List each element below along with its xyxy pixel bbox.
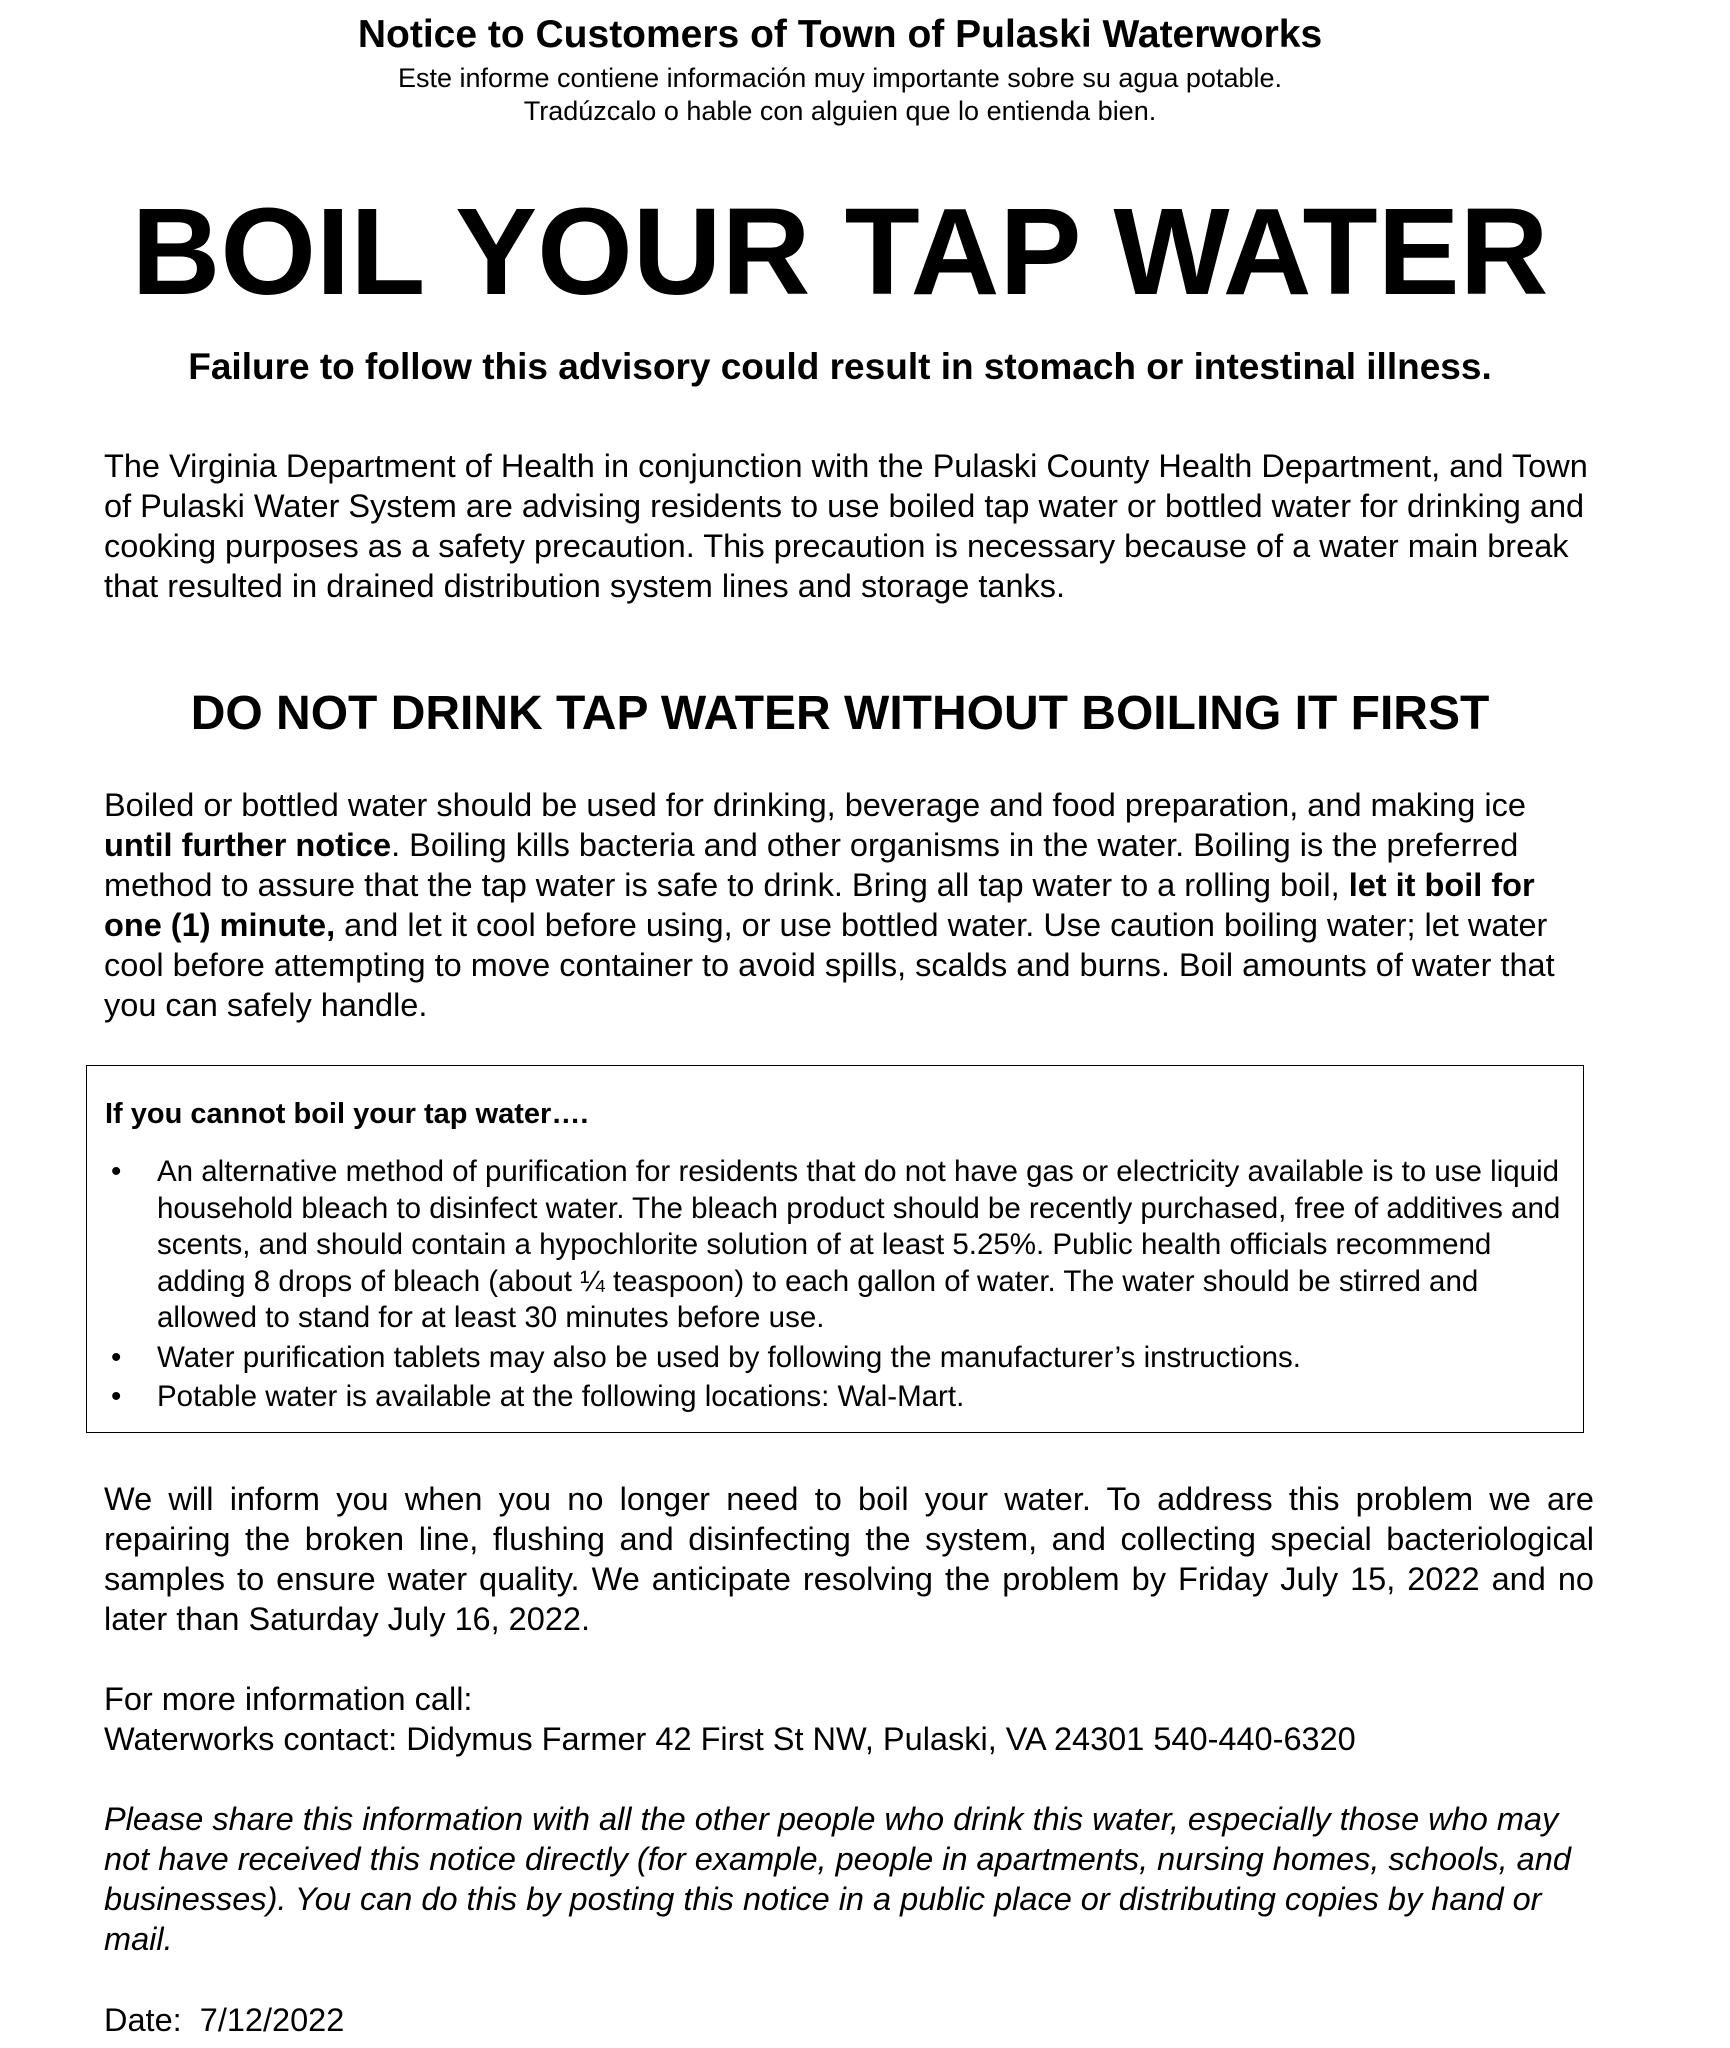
date-line	[104, 2000, 1594, 2040]
boil-headline: BOIL YOUR TAP WATER	[131, 184, 1549, 321]
contact-block	[104, 1679, 1594, 1759]
illness-warning: Failure to follow this advisory could result in stomach or intestinal illness.	[188, 346, 1492, 387]
list-item	[105, 1379, 1565, 1416]
bullet-icon: •	[111, 1340, 122, 1374]
list-item-text: An alternative method of purification for residents that do not have gas or electricity available is to use liquid household bleach to disinfect water. The bleach product should be recently purchased, free of additives and scents, and should contain a hypochlorite solution of at least 5.25%. Public health officials recommend adding 8 drops of bleach (about ¼ teaspoon) to each gallon of water. The water should be stirred and allowed to stand for at least 30 minutes before use.	[157, 1155, 1561, 1334]
list-item	[105, 1154, 1565, 1337]
until-further-notice: until further notice	[104, 827, 392, 863]
list-item-text: Potable water is available at the following locations: Wal-Mart.	[157, 1380, 965, 1413]
bullet-icon: •	[111, 1155, 122, 1188]
spanish-line-2: Tradúzcalo o hable con alguien que lo entienda bien.	[523, 96, 1157, 126]
share-notice-paragraph: Please share this information with all the other people who drink this water, especially those who may not have received this notice directly (for example, people in apartments, nursing homes, schools, and businesses). You can do this by posting this notice in a public place or distributing copies by hand or mail.	[104, 1801, 1571, 1957]
intro-paragraph: The Virginia Department of Health in conjunction with the Pulaski County Health Department, and Town of Pulaski Water System are advising residents to use boiled tap water or bottled water for drinking and cooking purposes as a safety precaution. This precaution is necessary because of a water main break that resulted in drained distribution system lines and storage tanks.	[104, 448, 1588, 604]
list-item	[105, 1340, 1565, 1377]
alternatives-list	[105, 1154, 1565, 1419]
alternatives-box	[86, 1065, 1584, 1433]
spanish-line-1: Este informe contiene información muy importante sobre su agua potable.	[398, 63, 1282, 93]
boil-instructions-paragraph	[104, 785, 1594, 1025]
boil-text-1: Boiled or bottled water should be used for drinking, beverage and food preparation, and making ice	[104, 787, 1526, 823]
list-item-text: Water purification tablets may also be used by following the manufacturer’s instructions.	[157, 1340, 1301, 1374]
alternatives-box-title: If you cannot boil your tap water….	[105, 1098, 589, 1130]
resolution-paragraph: We will inform you when you no longer need to boil your water. To address this problem we are repairing the broken line, flushing and disinfecting the system, and collecting special bacteriological samples to ensure water quality. We anticipate resolving the problem by Friday July 15, 2022 and no later than Saturday July 16, 2022.	[104, 1481, 1594, 1637]
contact-line: Waterworks contact: Didymus Farmer 42 First St NW, Pulaski, VA 24301 540-440-6320	[104, 1721, 1356, 1757]
boil-text-3: and let it cool before using, or use bottled water. Use caution boiling water; let water cool before attempting to move container to avoid spills, scalds and burns. Boil amounts of water that you can safely handle.	[104, 907, 1555, 1023]
bullet-icon: •	[111, 1380, 122, 1413]
contact-label: For more information call:	[104, 1681, 473, 1717]
date-value: 7/12/2022	[199, 2002, 345, 2038]
boil-one-minute: let it boil for one (1) minute,	[104, 867, 1535, 943]
do-not-drink-heading: DO NOT DRINK TAP WATER WITHOUT BOILING IT FIRST	[190, 687, 1490, 740]
boil-text-2: . Boiling kills bacteria and other organisms in the water. Boiling is the preferred method to assure that the tap water is safe to drink. Bring all tap water to a rolling boil,	[104, 827, 1519, 903]
notice-title: Notice to Customers of Town of Pulaski Waterworks	[357, 13, 1323, 56]
date-label: Date:	[104, 2002, 182, 2038]
